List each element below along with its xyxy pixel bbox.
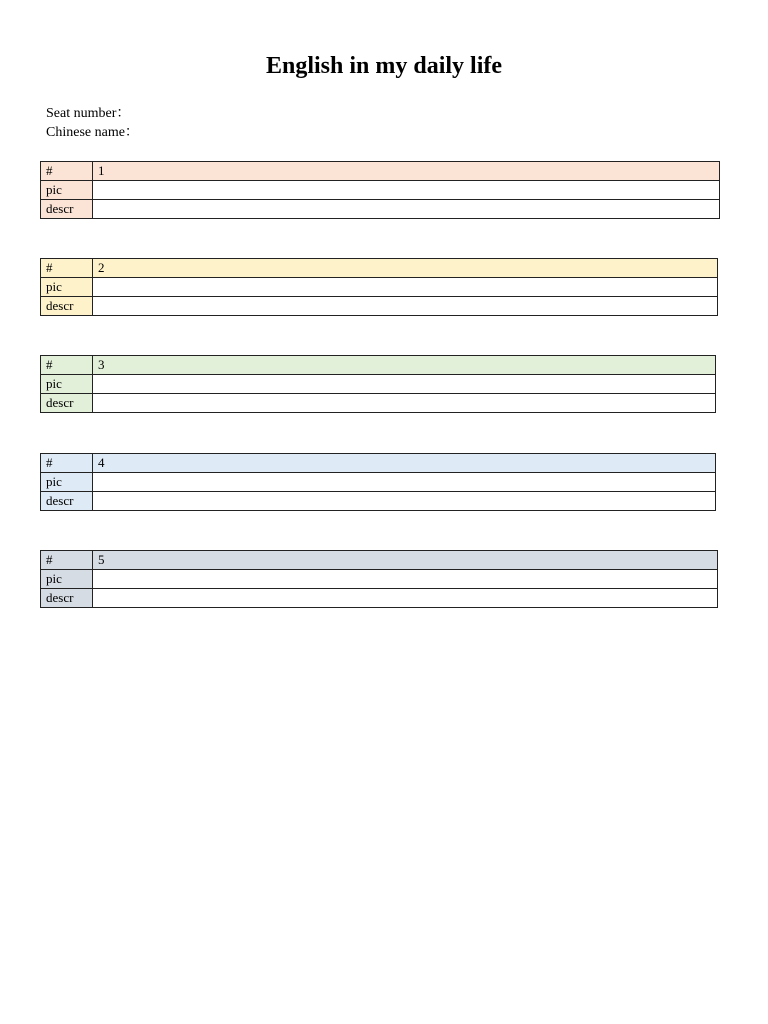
descr-label-cell: descr: [41, 297, 93, 316]
descr-value-cell: [93, 492, 716, 511]
pic-row: [41, 181, 720, 200]
number-value-cell: 2: [93, 259, 718, 278]
pic-row: [41, 375, 716, 394]
pic-row: [41, 278, 718, 297]
number-label-cell: #: [41, 454, 93, 473]
descr-label-cell: descr: [41, 492, 93, 511]
pic-row: [41, 473, 716, 492]
document-title: English in my daily life: [265, 53, 503, 79]
number-label-cell: #: [41, 356, 93, 375]
pic-value-cell: [93, 278, 718, 297]
number-label-cell: #: [41, 162, 93, 181]
pic-value-cell: [93, 570, 718, 589]
pic-row: [41, 570, 718, 589]
descr-value-cell: [93, 394, 716, 413]
number-value-cell: 3: [93, 356, 716, 375]
descr-value-cell: [93, 589, 718, 608]
descr-row: [41, 589, 718, 608]
number-label-cell: #: [41, 259, 93, 278]
descr-label-cell: descr: [41, 394, 93, 413]
pic-label-cell: pic: [41, 278, 93, 297]
pic-label-cell: pic: [41, 570, 93, 589]
descr-row: [41, 297, 718, 316]
descr-value-cell: [93, 297, 718, 316]
entry-table-3: [40, 355, 716, 413]
descr-row: [41, 492, 716, 511]
pic-value-cell: [93, 181, 720, 200]
descr-row: [41, 394, 716, 413]
descr-value-cell: [93, 200, 720, 219]
number-value-cell: 4: [93, 454, 716, 473]
student-info-fields: [46, 104, 139, 142]
pic-value-cell: [93, 473, 716, 492]
number-value-cell: 5: [93, 551, 718, 570]
seat-number-field: Seat number：: [46, 106, 131, 121]
entry-table-1: [40, 161, 720, 219]
number-value-cell: 1: [93, 162, 720, 181]
number-row: [41, 551, 718, 570]
number-row: [41, 454, 716, 473]
descr-row: [41, 200, 720, 219]
pic-label-cell: pic: [41, 181, 93, 200]
entry-table-4: [40, 453, 716, 511]
chinese-name-field: Chinese name：: [46, 125, 139, 140]
descr-label-cell: descr: [41, 200, 93, 219]
number-row: [41, 162, 720, 181]
number-label-cell: #: [41, 551, 93, 570]
pic-value-cell: [93, 375, 716, 394]
pic-label-cell: pic: [41, 473, 93, 492]
entry-table-5: [40, 550, 718, 608]
number-row: [41, 356, 716, 375]
descr-label-cell: descr: [41, 589, 93, 608]
entry-table-2: [40, 258, 718, 316]
pic-label-cell: pic: [41, 375, 93, 394]
number-row: [41, 259, 718, 278]
